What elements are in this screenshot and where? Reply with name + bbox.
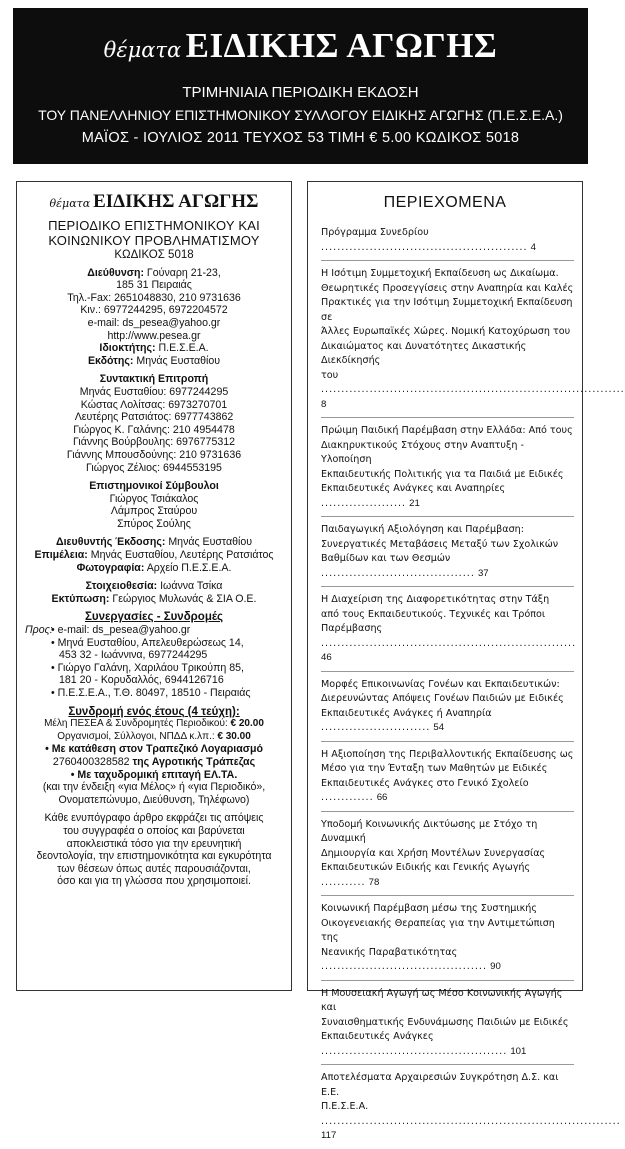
toc-entry-title-line: Πρώιμη Παιδική Παρέμβαση στην Ελλάδα: Από τους	[321, 425, 573, 436]
bank-account: 2760400328582 της Αγροτικής Τράπεζας	[52, 755, 256, 768]
toc-entry-title-line: Διακηρυκτικούς Στόχους στην Αναπτυξη - Υλοποίηση	[321, 439, 524, 465]
toc-entry-leader: ...........................................................................	[321, 384, 625, 395]
disclaimer-line: Κάθε ενυπόγραφο άρθρο εκφράζει τις απόψεις	[44, 812, 264, 825]
toc-entry-title-line: Άλλες Ευρωπαϊκές Χώρες. Νομική Κατοχύρωση του	[321, 326, 571, 337]
address-line: Διεύθυνση: Γούναρη 21-23,	[87, 266, 221, 279]
toc-entry-page: 21	[409, 497, 420, 509]
masthead-code: ΚΩΔΙΚΟΣ 5018	[114, 249, 194, 261]
toc-entry-title-line: Π.Ε.Σ.Ε.Α.	[321, 1101, 369, 1112]
header-banner	[13, 8, 588, 164]
contents-list	[308, 220, 625, 1149]
toc-entry-title-line: Οικογενειακής Θεραπείας για την Αντιμετώπιση της	[321, 917, 555, 943]
pros-label: Προς:	[25, 624, 53, 637]
advisor: Γιώργος Τσιάκαλος	[109, 492, 199, 505]
toc-entry-title-line: Η Διαχείριση της Διαφορετικότητας στην Τάξη	[321, 594, 550, 605]
collab-address: 453 32 - Ιωάννινα, 6977244295	[59, 649, 208, 662]
toc-entry-title-line: από τους Εκπαιδευτικούς. Τεχνικές και Τρόποι	[321, 608, 546, 620]
toc-entry-page: 101	[510, 1045, 527, 1057]
collab-address: • Γιώργο Γαλάνη, Χαριλάου Τρικούπη 85,	[51, 661, 244, 674]
advisor: Λάμπρος Σταύρου	[110, 505, 198, 518]
contents-title: ΠΕΡΙΕΧΟΜΕΝΑ	[383, 194, 507, 211]
toc-entry-title-line: του	[321, 369, 339, 381]
toc-entry[interactable]	[321, 742, 574, 812]
toc-entry[interactable]	[321, 672, 574, 742]
annual-subscription-heading: Συνδρομή ενός έτους (4 τεύχη):	[68, 705, 240, 718]
editorial-member: Μηνάς Ευσταθίου: 6977244295	[79, 385, 229, 398]
toc-entry-title-line: Υποδομή Κοινωνικής Δικτύωσης με Στόχο τη Δυναμική	[321, 818, 538, 844]
toc-entry-title-line: Κοινωνική Παρέμβαση μέσω της Συστημικής	[321, 903, 538, 914]
printing-line: Εκτύπωση: Γεώργιος Μυλωνάς & ΣΙΑ Ο.Ε.	[51, 592, 257, 605]
owner-line: Ιδιοκτήτης: Π.Ε.Σ.Ε.Α.	[99, 342, 209, 355]
banner-title-main: ΕΙΔΙΚΗΣ ΑΓΩΓΗΣ	[185, 26, 498, 65]
toc-entry[interactable]	[321, 812, 574, 897]
website-link[interactable]: http://www.pesea.gr	[107, 329, 201, 342]
toc-entry-title-line: Δημιουργία και Χρήση Μοντέλων Συνεργασίας	[321, 847, 546, 859]
toc-entry-title-line: Συνεργατικές Μεταβάσεις Μεταξύ των Σχολικών	[321, 538, 559, 550]
toc-entry-page: 54	[433, 722, 445, 733]
toc-entry-title-line: Εκπαιδευτικές Ανάγκες στο Γενικό Σχολείο	[321, 777, 529, 789]
editorial-member: Γιάννης Μπουσδούνης: 210 9731636	[66, 448, 242, 461]
toc-entry-leader: .....................	[321, 497, 407, 509]
toc-entry-leader: ..............................................	[321, 1045, 508, 1057]
postal-note: (και την ένδειξη «για Μέλος» ή «για Περιοδικό»,	[42, 781, 266, 794]
mobile-phones: Κιν.: 6977244295, 6972204572	[80, 304, 228, 317]
editorial-member: Κώστας Λολίτσας: 6973270701	[80, 398, 228, 411]
email-address[interactable]: e-mail: ds_pesea@yahoo.gr	[87, 316, 221, 329]
collaborations-heading: Συνεργασίες - Συνδρομές	[84, 611, 224, 624]
toc-entry-title-line: Η Ισότιμη Συμμετοχική Εκπαίδευση ως Δικαίωμα.	[321, 268, 559, 279]
toc-entry-title-line: Εκπαιδευτικής Πολιτικής για τα Παιδιά με Ειδικές	[321, 468, 564, 480]
toc-entry-page: 78	[368, 876, 380, 888]
toc-entry-page: 117	[321, 1130, 337, 1141]
address-city: 185 31 Πειραιάς	[116, 279, 192, 292]
toc-entry-title-line: Δικαιώματος και Δυνατότητες Δικαστικής Διεκδίκησής	[321, 340, 527, 366]
banner-subtitle: ΤΡΙΜΗΝΙΑΙΑ ΠΕΡΙΟΔΙΚΗ ΕΚΔΟΣΗ	[182, 84, 419, 101]
banner-title	[13, 26, 588, 66]
editorial-member: Γιώργος Ζέλιος: 6944553195	[86, 461, 222, 474]
toc-entry-leader: .........................................	[321, 961, 488, 972]
toc-entry-page: 90	[490, 961, 501, 972]
editorial-member: Γιάννης Βούρβουλης: 6976775312	[72, 436, 236, 449]
disclaimer-line: του συγγραφέα ο οποίος και βαρύνεται	[63, 824, 245, 837]
collab-address: • Μηνά Ευσταθίου, Απελευθερώσεως 14,	[51, 636, 244, 649]
publisher-line: Εκδότης: Μηνάς Ευσταθίου	[87, 354, 221, 367]
masthead-subtitle-2: ΚΟΙΝΩΝΙΚΟΥ ΠΡΟΒΛΗΜΑΤΙΣΜΟΥ	[48, 233, 260, 248]
toc-entry-leader: ...................................................	[321, 241, 528, 253]
toc-entry[interactable]	[321, 220, 574, 261]
fee-organisations: Οργανισμοί, Σύλλογοι, ΝΠΔΔ κ.λπ.: € 30.00	[57, 730, 251, 742]
toc-entry-title-line: Θεωρητικές Προσεγγίσεις στην Αναπηρία και Καλές	[321, 282, 574, 294]
toc-entry-title-line: Βαθμίδων και των Θεσμών	[321, 553, 451, 564]
banner-publisher: ΤΟΥ ΠΑΝΕΛΛΗΝΙΟΥ ΕΠΙΣΤΗΜΟΝΙΚΟΥ ΣΥΛΛΟΓΟΥ ΕΙΔΙΚΗΣ ΑΓΩΓΗΣ (Π.Ε.Σ.Ε.Α.)	[38, 107, 563, 123]
toc-entry-title-line: Μορφές Επικοινωνίας Γονέων και Εκπαιδευτικών:	[321, 678, 560, 690]
toc-entry-leader: ......................................	[321, 567, 475, 579]
toc-entry[interactable]	[321, 517, 574, 587]
toc-entry-title-line: Εκπαιδευτικές Ανάγκες και Αναπηρίες	[321, 483, 506, 494]
toc-entry-leader: ...........................	[321, 722, 431, 733]
toc-entry-title-line: Η Μουσειακή Αγωγή ως Μέσο Κοινωνικής Αγωγής και	[321, 987, 563, 1013]
toc-entry-title-line: Μέσο για την Ένταξη των Μαθητών με Ειδικές	[321, 763, 548, 774]
advisors-heading: Επιστημονικοί Σύμβουλοι	[89, 480, 219, 493]
toc-entry[interactable]	[321, 418, 574, 517]
advisor: Σπύρος Σούλης	[117, 517, 191, 530]
masthead-title	[17, 191, 291, 218]
toc-entry-title-line: Εκπαιδευτικών Ειδικής και Γενικής Αγωγής	[321, 862, 531, 873]
toc-entry[interactable]	[321, 261, 625, 418]
collab-email[interactable]: Προς: • e-mail: ds_pesea@yahoo.gr	[25, 624, 191, 637]
toc-entry-leader: .............	[321, 792, 374, 803]
banner-title-script: θέματα	[103, 38, 182, 62]
toc-entry-title-line: Πρόγραμμα Συνεδρίου	[321, 227, 429, 238]
masthead-title-main: ΕΙΔΙΚΗΣ ΑΓΩΓΗΣ	[93, 191, 259, 212]
director-line: Διευθυντής Έκδοσης: Μηνάς Ευσταθίου	[55, 536, 253, 549]
postal-order-label: • Με ταχυδρομική επιταγή ΕΛ.ΤΑ.	[70, 768, 238, 781]
collab-address: • Π.Ε.Σ.Ε.Α., Τ.Θ. 80497, 18510 - Πειραιάς	[51, 687, 251, 699]
toc-entry[interactable]	[321, 1065, 621, 1149]
toc-entry-title-line: Παρέμβασης	[321, 623, 383, 634]
toc-entry-title-line: Αποτελέσματα Αρχαιρεσιών Συγκρότηση Δ.Σ. και Ε.Ε.	[321, 1072, 559, 1098]
care-line: Επιμέλεια: Μηνάς Ευσταθίου, Λευτέρης Ρατσιάτος	[34, 549, 274, 562]
editorial-committee-heading: Συντακτική Επιτροπή	[99, 373, 209, 386]
toc-entry-page: 4	[530, 241, 536, 253]
collab-address: 181 20 - Κορυδαλλός, 6944126716	[59, 674, 224, 687]
fee-members: Μέλη ΠΕΣΕΑ & Συνδρομητές Περιοδικού: € 20.00	[44, 718, 264, 730]
disclaimer-line: των θέσεων όπως αυτές παρουσιάζονται,	[57, 862, 251, 875]
toc-entry[interactable]	[321, 896, 574, 981]
toc-entry-title-line: Εκπαιδευτικές Ανάγκες	[321, 1031, 434, 1042]
toc-entry-title-line: Διερευνώντας Απόψεις Γονέων Παιδιών με Ειδικές	[321, 693, 564, 704]
collaborations-list	[17, 624, 291, 700]
phone-fax: Τηλ.-Fax: 2651048830, 210 9731636	[67, 291, 241, 304]
masthead-box	[16, 181, 292, 991]
toc-entry[interactable]	[321, 587, 577, 672]
toc-entry-page: 37	[477, 567, 489, 579]
toc-entry-leader: ...........	[321, 876, 366, 888]
toc-entry-title-line: Η Αξιοποίηση της Περιβαλλοντικής Εκπαίδευσης ως	[321, 748, 574, 760]
editorial-member: Λευτέρης Ρατσιάτος: 6977743862	[74, 411, 234, 424]
disclaimer-line: όσο και για τη γλώσσα που χρησιμοποιεί.	[57, 875, 251, 888]
disclaimer-line: αποκλειστικά τόσο για την ερευνητική	[66, 837, 242, 850]
masthead-title-script: θέματα	[49, 197, 91, 210]
disclaimer-line: δεοντολογία, την επιστημονικότητα και εγκυρότητα	[36, 850, 272, 863]
contents-box	[307, 181, 625, 1141]
toc-entry-title-line: Συναισθηματικής Ενδυνάμωσης Παιδιών με Ειδικές	[321, 1016, 569, 1028]
toc-entry-title-line: Εκπαιδευτικές Ανάγκες ή Αναπηρία	[321, 707, 492, 719]
bank-deposit-label: • Με κατάθεση στον Τραπεζικό Λογαριασμό	[45, 743, 263, 756]
postal-note: Ονοματεπώνυμο, Διεύθυνση, Τηλέφωνο)	[58, 793, 250, 806]
toc-entry-page: 46	[321, 652, 332, 663]
toc-entry-title-line: Παιδαγωγική Αξιολόγηση και Παρέμβαση:	[321, 524, 524, 535]
photo-line: Φωτογραφία: Αρχείο Π.Ε.Σ.Ε.Α.	[76, 561, 232, 574]
toc-entry-title-line: Νεανικής Παραβατικότητας	[321, 946, 458, 958]
toc-entry-page: 66	[376, 792, 388, 803]
toc-entry-page: 8	[321, 398, 327, 410]
editorial-member: Γιώργος Κ. Γαλάνης: 210 4954478	[73, 423, 235, 436]
toc-entry-leader: ...............................................................	[321, 637, 577, 649]
banner-issue-info: ΜΑΪΟΣ - ΙΟΥΛΙΟΣ 2011 ΤΕΥΧΟΣ 53 ΤΙΜΗ € 5.00 ΚΩΔΙΚΟΣ 5018	[81, 130, 520, 146]
toc-entry[interactable]	[321, 981, 574, 1066]
masthead-subtitle-1: ΠΕΡΙΟΔΙΚΟ ΕΠΙΣΤΗΜΟΝΙΚΟΥ ΚΑΙ	[48, 218, 260, 233]
typesetting-line: Στοιχειοθεσία: Ιωάννα Τσίκα	[85, 580, 223, 593]
toc-entry-leader: ..........................................................................	[321, 1115, 621, 1127]
toc-entry-title-line: Πρακτικές για την Ισότιμη Συμμετοχική Εκπαίδευση σε	[321, 297, 573, 323]
